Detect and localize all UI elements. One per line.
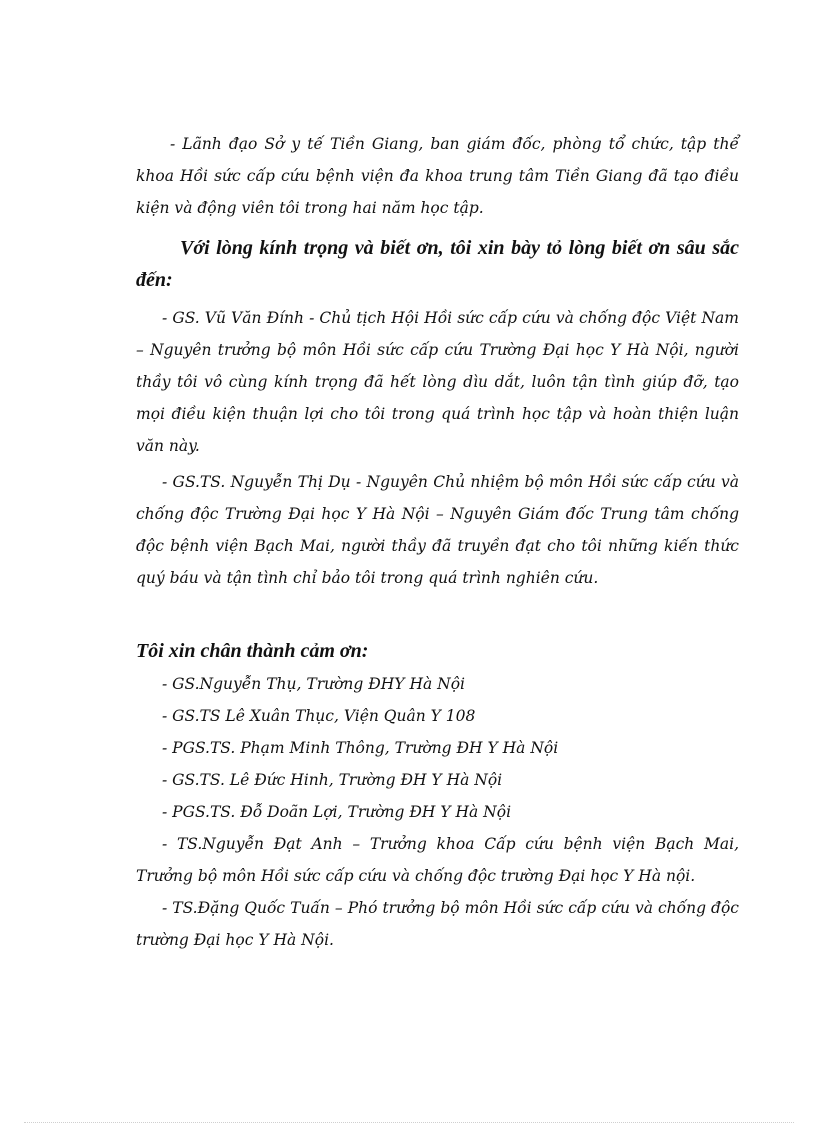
- list-item: - GS.Nguyễn Thụ, Trường ĐHY Hà Nội: [162, 675, 465, 693]
- thanks-heading: Tôi xin chân thành cảm ơn:: [136, 640, 369, 662]
- list-item: - PGS.TS. Đỗ Doãn Lợi, Trường ĐH Y Hà Nội: [162, 803, 512, 821]
- list-item: - GS.TS. Lê Đức Hinh, Trường ĐH Y Hà Nội: [162, 771, 503, 789]
- thanks-list: [136, 668, 739, 956]
- list-item: - TS.Nguyễn Đạt Anh – Trưởng khoa Cấp cứu bệnh viện Bạch Mai, Trưởng bộ môn Hồi sức cấp cứu và chống độc trường Đại học Y Hà nội.: [136, 835, 739, 885]
- list-item: - TS.Đặng Quốc Tuấn – Phó trưởng bộ môn Hồi sức cấp cứu và chống độc trường Đại học Y Hà Nội.: [136, 899, 739, 949]
- gratitude-heading: Với lòng kính trọng và biết ơn, tôi xin bày tỏ lòng biết ơn sâu sắc đến:: [136, 237, 739, 291]
- list-item: - PGS.TS. Phạm Minh Thông, Trường ĐH Y Hà Nội: [162, 739, 559, 757]
- paragraph-vu-van-dinh: - GS. Vũ Văn Đính - Chủ tịch Hội Hồi sức cấp cứu và chống độc Việt Nam – Nguyên trưởng bộ môn Hồi sức cấp cứu Trường Đại học Y Hà Nội, người thầy tôi vô cùng kính trọng đã hết lòng dìu dắt, luôn tận tình giúp đỡ, tạo mọi điều kiện thuận lợi cho tôi trong quá trình học tập và hoàn thiện luận văn này.: [136, 309, 739, 455]
- paragraph-leadership-thanks: - Lãnh đạo Sở y tế Tiền Giang, ban giám đốc, phòng tổ chức, tập thể khoa Hồi sức cấp cứu bệnh viện đa khoa trung tâm Tiền Giang đã tạo điều kiện và động viên tôi trong hai năm học tập.: [136, 135, 739, 217]
- list-item: - GS.TS Lê Xuân Thục, Viện Quân Y 108: [162, 707, 476, 725]
- paragraph-nguyen-thi-du: - GS.TS. Nguyễn Thị Dụ - Nguyên Chủ nhiệm bộ môn Hồi sức cấp cứu và chống độc Trường Đại học Y Hà Nội – Nguyên Giám đốc Trung tâm chống độc bệnh viện Bạch Mai, người thầy đã truyền đạt cho tôi những kiến thức quý báu và tận tình chỉ bảo tôi trong quá trình nghiên cứu.: [136, 473, 739, 587]
- document-body: [136, 128, 739, 956]
